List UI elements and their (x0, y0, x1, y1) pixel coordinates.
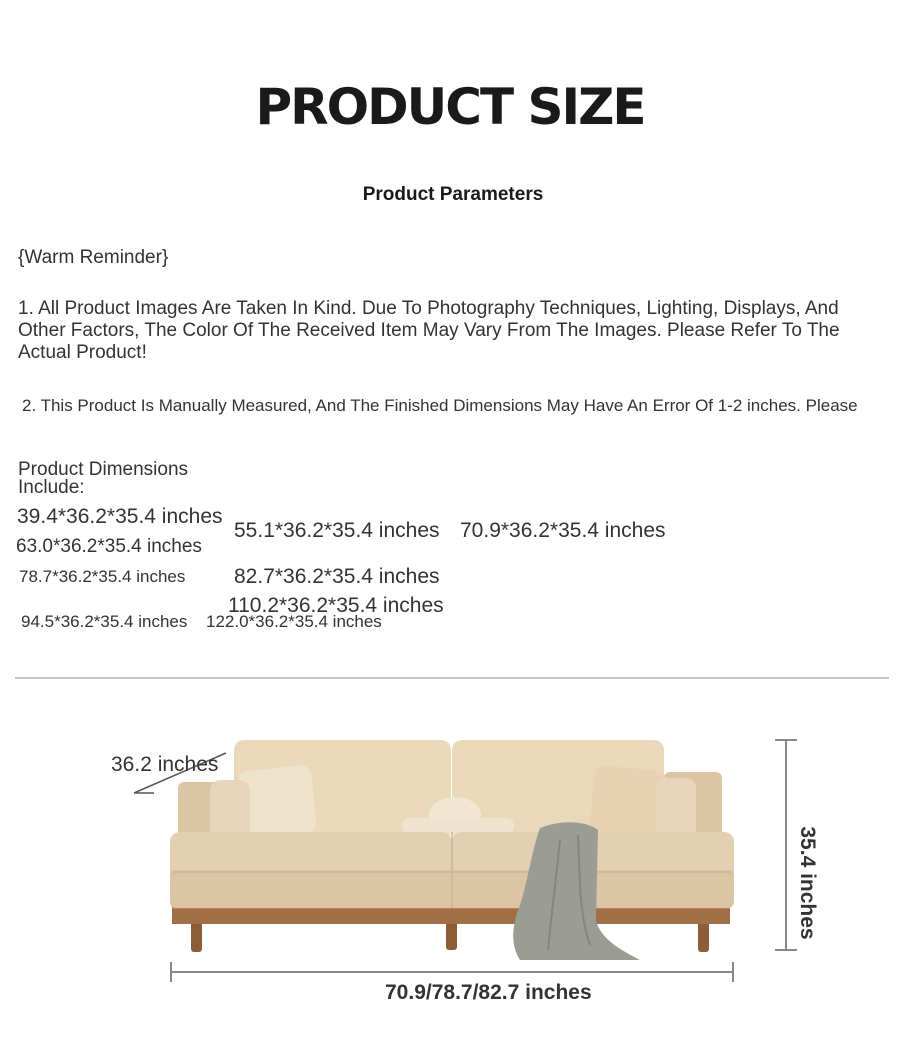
dimension-option: 39.4*36.2*35.4 inches (17, 505, 223, 528)
reminder-note-2: 2. This Product Is Manually Measured, And The Finished Dimensions May Have An Error Of 1-2 inches. Please (22, 396, 858, 415)
dimension-option: 55.1*36.2*35.4 inches (234, 519, 440, 542)
section-subtitle: Product Parameters (362, 184, 544, 205)
depth-label: 36.2 inches (111, 753, 219, 776)
section-divider (15, 677, 889, 679)
sofa-leg (446, 920, 457, 950)
height-label: 35.4 inches (796, 826, 819, 940)
dimension-option: 63.0*36.2*35.4 inches (16, 536, 202, 557)
width-label: 70.9/78.7/82.7 inches (385, 981, 592, 1004)
dimension-option: 78.7*36.2*35.4 inches (19, 567, 186, 586)
dimension-option: 70.9*36.2*35.4 inches (460, 519, 666, 542)
sofa-leg (698, 920, 709, 952)
dimension-option: 110.2*36.2*35.4 inches (228, 594, 444, 617)
reminder-note-1: 1. All Product Images Are Taken In Kind. Due To Photography Techniques, Lighting, Displays, And Other Factors, The Color Of The Received Item May Vary From The Images. Please Refer To The Actual Product! (18, 298, 840, 363)
warm-reminder-heading: {Warm Reminder} (18, 247, 169, 268)
page-title: PRODUCT SIZE (255, 78, 645, 136)
dimension-option: 122.0*36.2*35.4 inches (206, 612, 382, 631)
dimensions-heading: Product Dimensions Include: (18, 459, 189, 498)
dimension-option: 82.7*36.2*35.4 inches (234, 565, 440, 588)
sofa-leg (191, 920, 202, 952)
dimension-option: 94.5*36.2*35.4 inches (21, 612, 188, 631)
throw-pillow (589, 764, 668, 837)
sofa-dimension-diagram (0, 720, 900, 1045)
